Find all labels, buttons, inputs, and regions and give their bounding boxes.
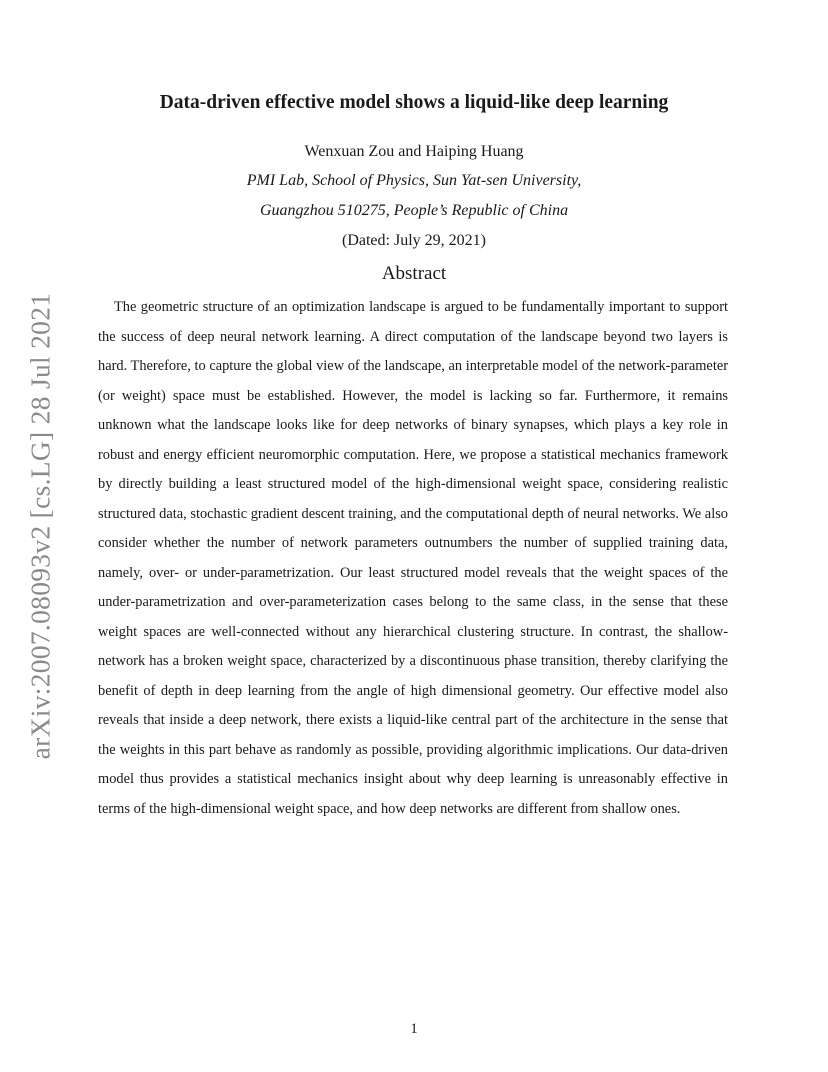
arxiv-identifier-text: arXiv:2007.08093v2 [cs.LG] 28 Jul 2021 (24, 292, 56, 760)
date-line: (Dated: July 29, 2021) (342, 232, 486, 249)
abstract-text: The geometric structure of an optimization landscape is argued to be fundamentally important to support the success of deep neural network learning. A direct computation of the landscape beyond two layers is hard. Therefore, to capture the global view of the landscape, an interpretable model of the network-parameter (or weight) space must be established. However, the model is lacking so far. Furthermore, it remains unknown what the landscape looks like for deep networks of binary synapses, which plays a key role in robust and energy efficient neuromorphic computation. Here, we propose a statistical mechanics framework by directly building a least structured model of the high-dimensional weight space, considering realistic structured data, stochastic gradient descent training, and the computational depth of neural networks. We also consider whether the number of network parameters outnumbers the number of supplied training data, namely, over- or under-parametrization. Our least structured model reveals that the weight spaces of the under-parametrization and over-parameterization cases belong to the same class, in the sense that these weight spaces are well-connected without any hierarchical clustering structure. In contrast, the shallow-network has a broken weight space, characterized by a discontinuous phase transition, thereby clarifying the benefit of depth in deep learning from the angle of high dimensional geometry. Our effective model also reveals that inside a deep network, there exists a liquid-like central part of the architecture in the sense that the weights in this part behave as randomly as possible, providing algorithmic implications. Our data-driven model thus provides a statistical mechanics insight about why deep learning is unreasonably effective in terms of the high-dimensional weight space, and how deep networks are different from shallow ones. (98, 299, 728, 817)
page-number: 1 (410, 1021, 418, 1037)
author-list: Wenxuan Zou and Haiping Huang (304, 143, 524, 160)
abstract-heading: Abstract (381, 263, 447, 284)
affiliation-line-2: Guangzhou 510275, People’s Republic of China (259, 202, 569, 219)
affiliation-line-1: PMI Lab, School of Physics, Sun Yat-sen University, (246, 172, 582, 189)
paper-title: Data-driven effective model shows a liquid-like deep learning (159, 92, 669, 113)
arxiv-identifier-stamp (20, 292, 60, 760)
